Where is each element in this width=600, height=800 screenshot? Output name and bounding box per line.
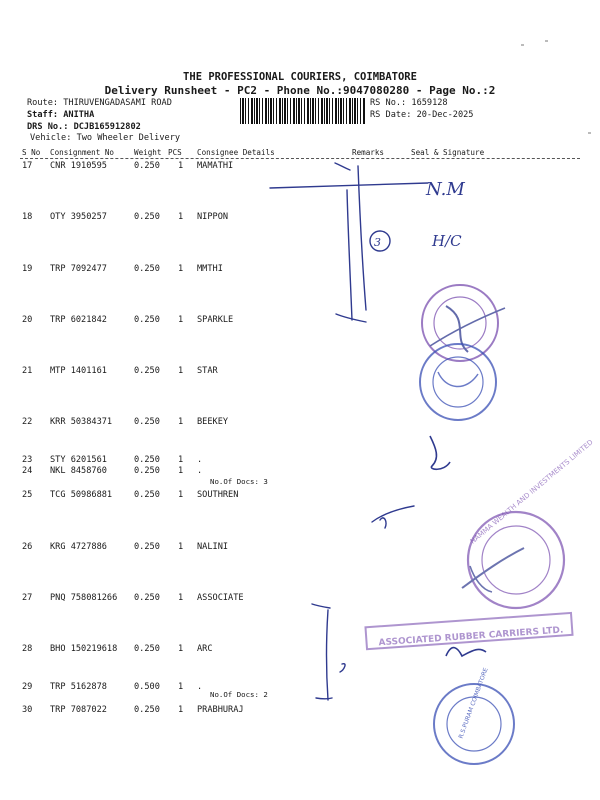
row-pcs: 1: [178, 212, 184, 222]
row-weight: 0.250: [134, 466, 160, 476]
rs-date: RS Date: 20-Dec-2025: [370, 110, 474, 120]
hand-stroke: [270, 183, 428, 188]
row-weight: 0.250: [134, 490, 160, 500]
col-consignee: Consignee Details: [197, 148, 275, 157]
row-weight: 0.250: [134, 705, 160, 715]
row-sno: 28: [22, 644, 33, 654]
row-sno: 18: [22, 212, 33, 222]
remark-nm: N.M: [426, 179, 465, 200]
row-consignee: STAR: [197, 366, 218, 376]
row-sno: 20: [22, 315, 33, 325]
row-consignment-no: STY 6201561: [50, 455, 107, 465]
row-consignment-no: KRR 50384371: [50, 417, 113, 427]
rubber-stamp-seal: [422, 285, 505, 361]
col-consignment: Consignment No: [50, 148, 115, 157]
row-weight: 0.250: [134, 455, 160, 465]
row-sno: 22: [22, 417, 33, 427]
hand-stroke: [358, 166, 366, 310]
row-sno: 30: [22, 705, 33, 715]
company-title: THE PROFESSIONAL COURIERS, COIMBATORE: [183, 71, 417, 83]
row-weight: 0.500: [134, 682, 160, 692]
header-rule: [20, 158, 580, 159]
hand-stroke: [336, 314, 366, 322]
row-pcs: 1: [178, 315, 184, 325]
barcode: [240, 98, 366, 124]
hand-stroke: [312, 604, 330, 608]
stamp-text: R.S.PURAM COIMBATORE: [457, 666, 490, 740]
col-pcs: PCS: [168, 148, 182, 157]
row-pcs: 1: [178, 682, 184, 692]
route-label: Route: THIRUVENGADASAMI ROAD: [27, 98, 172, 108]
row-sno: 27: [22, 593, 33, 603]
row-consignment-no: TRP 7087022: [50, 705, 107, 715]
row-consignment-no: MTP 1401161: [50, 366, 107, 376]
row-consignee: .: [197, 682, 203, 692]
row-pcs: 1: [178, 366, 184, 376]
col-weight: Weight: [134, 148, 162, 157]
col-remarks: Remarks: [352, 148, 385, 157]
row-pcs: 1: [178, 417, 184, 427]
row-weight: 0.250: [134, 366, 160, 376]
row-pcs: 1: [178, 705, 184, 715]
row-consignment-no: PNQ 758081266: [50, 593, 118, 603]
scan-speck: [588, 132, 591, 134]
scan-speck: [521, 44, 524, 46]
row-consignee: .: [197, 466, 203, 476]
row-pcs: 1: [178, 593, 184, 603]
hand-circle: [370, 231, 390, 251]
row-consignee: MMTHI: [197, 264, 223, 274]
drs-number: DRS No.: DCJB165912802: [27, 122, 141, 132]
row-consignment-no: TRP 6021842: [50, 315, 107, 325]
row-consignee: SOUTHREN: [197, 490, 239, 500]
runsheet-subtitle: Delivery Runsheet - PC2 - Phone No.:9047080280 - Page No.:2: [104, 84, 496, 97]
row-consignee: BEEKEY: [197, 417, 229, 427]
row-consignee: SPARKLE: [197, 315, 234, 325]
row-consignment-no: OTY 3950257: [50, 212, 107, 222]
row-consignee: NIPPON: [197, 212, 229, 222]
rubber-stamp-seal: [434, 684, 514, 764]
row-weight: 0.250: [134, 264, 160, 274]
rubber-stamp-seal: [462, 512, 564, 608]
rs-number: RS No.: 1659128: [370, 98, 448, 108]
hand-stroke: [380, 518, 386, 528]
row-sno: 23: [22, 455, 33, 465]
row-consignee: .: [197, 455, 203, 465]
hand-stroke: [372, 506, 414, 522]
hand-stroke: [316, 698, 332, 699]
rubber-stamp-seal: [420, 344, 496, 420]
hand-stroke: [340, 664, 345, 672]
row-pcs: 1: [178, 490, 184, 500]
row-weight: 0.250: [134, 593, 160, 603]
rubber-stamp-rect: [365, 613, 572, 649]
stamp-text: ASSOCIATED RUBBER CARRIERS LTD.: [378, 625, 564, 649]
row-consignment-no: BHO 150219618: [50, 644, 118, 654]
row-sno: 25: [22, 490, 33, 500]
row-consignment-no: TRP 5162878: [50, 682, 107, 692]
hand-stroke: [335, 163, 350, 170]
row-pcs: 1: [178, 542, 184, 552]
remark-hc: H/C: [432, 232, 462, 250]
vehicle-label: Vehicle: Two Wheeler Delivery: [30, 133, 181, 143]
hand-stroke: [327, 610, 329, 700]
row-sno: 24: [22, 466, 33, 476]
row-consignee: MAMATHI: [197, 161, 234, 171]
row-pcs: 1: [178, 455, 184, 465]
row-consignment-no: CNR 1910595: [50, 161, 107, 171]
staff-label: Staff: ANITHA: [27, 110, 95, 120]
row-weight: 0.250: [134, 542, 160, 552]
col-sno: S No: [22, 148, 41, 157]
row-consignment-no: TRP 7092477: [50, 264, 107, 274]
row-weight: 0.250: [134, 644, 160, 654]
row-sno: 26: [22, 542, 33, 552]
row-pcs: 1: [178, 466, 184, 476]
row-pcs: 1: [178, 264, 184, 274]
col-seal-signature: Seal & Signature: [411, 148, 485, 157]
row-consignment-no: KRG 4727886: [50, 542, 107, 552]
row-sno: 19: [22, 264, 33, 274]
row-pcs: 1: [178, 644, 184, 654]
scan-speck: [545, 40, 548, 42]
hand-stroke: [347, 190, 352, 320]
row-weight: 0.250: [134, 417, 160, 427]
row-pcs: 1: [178, 161, 184, 171]
remark-circle-number: 3: [374, 236, 381, 249]
row-consignee: NALINI: [197, 542, 229, 552]
row-sno: 21: [22, 366, 33, 376]
row-consignee: ASSOCIATE: [197, 593, 244, 603]
no-of-docs-note: No.Of Docs: 2: [210, 690, 268, 699]
row-weight: 0.250: [134, 161, 160, 171]
row-weight: 0.250: [134, 212, 160, 222]
row-consignment-no: NKL 8458760: [50, 466, 107, 476]
row-weight: 0.250: [134, 315, 160, 325]
row-consignment-no: TCG 50986881: [50, 490, 113, 500]
row-sno: 29: [22, 682, 33, 692]
row-sno: 17: [22, 161, 33, 171]
no-of-docs-note: No.Of Docs: 3: [210, 477, 268, 486]
signature-scribble: [446, 648, 486, 656]
signature-scribble: [430, 436, 450, 469]
row-consignee: ARC: [197, 644, 213, 654]
stamp-text: NAMMA WEALTH AND INVESTMENTS LIMITED: [468, 438, 595, 546]
row-consignee: PRABHURAJ: [197, 705, 244, 715]
